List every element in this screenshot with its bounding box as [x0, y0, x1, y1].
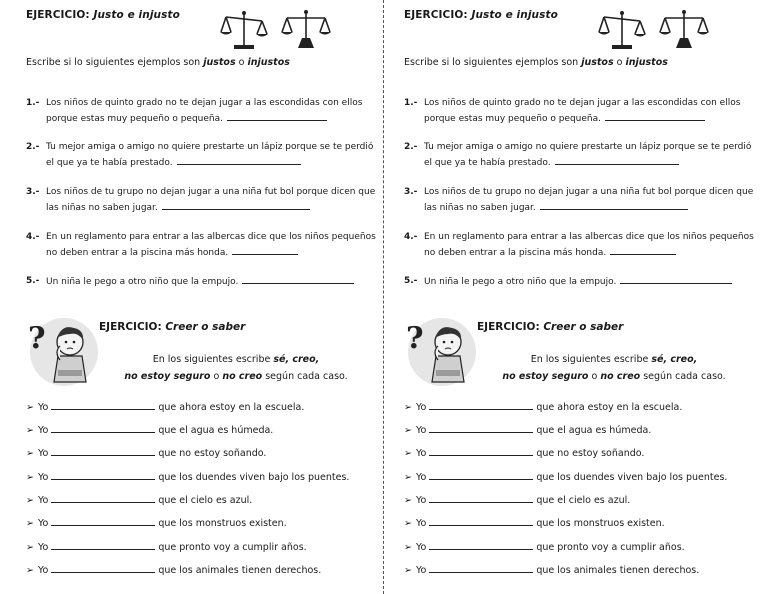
arrow-bullet-icon: ➢ [26, 472, 34, 483]
statement-text: que no estoy soñando. [536, 448, 645, 459]
question-text: Los niños de tu grupo no dejan jugar a una niña fut bol porque dicen que las niñas no saben jugar. [46, 187, 376, 213]
exercise-1-title [26, 9, 180, 21]
statement-subject: Yo [416, 495, 427, 506]
question-number: 3.- [26, 187, 40, 197]
exercise-2-subtitle: Creer o saber [543, 321, 624, 333]
answer-blank[interactable] [51, 563, 155, 573]
statement-row [26, 493, 252, 506]
exercise-1-label: EJERCICIO: [26, 9, 90, 21]
statement-subject: Yo [416, 518, 427, 529]
statement-row [404, 470, 727, 483]
statement-subject: Yo [416, 472, 427, 483]
answer-blank[interactable] [51, 540, 155, 550]
statement-subject: Yo [38, 565, 49, 576]
exercise-1-title [404, 9, 558, 21]
arrow-bullet-icon: ➢ [26, 448, 34, 459]
answer-blank[interactable] [242, 274, 354, 284]
question-number: 1.- [26, 98, 40, 108]
arrow-bullet-icon: ➢ [404, 565, 412, 576]
exercise-1-label: EJERCICIO: [404, 9, 468, 21]
statement-text: que pronto voy a cumplir años. [158, 542, 307, 553]
question-item [404, 230, 754, 261]
statement-subject: Yo [38, 425, 49, 436]
arrow-bullet-icon: ➢ [404, 518, 412, 529]
answer-blank[interactable] [177, 155, 301, 165]
arrow-bullet-icon: ➢ [26, 518, 34, 529]
arrow-bullet-icon: ➢ [404, 542, 412, 553]
statement-subject: Yo [416, 542, 427, 553]
statement-row [404, 400, 682, 413]
statement-subject: Yo [38, 518, 49, 529]
question-item [26, 230, 376, 261]
exercise-2-instructions: En los siguientes escribe sé, creo, no estoy seguro o no creo según cada caso. [502, 354, 726, 382]
statement-row [26, 400, 304, 413]
answer-blank[interactable] [51, 423, 155, 433]
question-text: Los niños de quinto grado no te dejan jugar a las escondidas con ellos porque estas muy pequeño o pequeña. [46, 98, 363, 124]
question-item [404, 140, 754, 171]
statement-row [26, 516, 287, 529]
question-text: Tu mejor amiga o amigo no quiere prestarte un lápiz porque se te perdió el que ya te había prestado. [424, 142, 752, 168]
answer-blank[interactable] [227, 111, 327, 121]
answer-blank[interactable] [51, 470, 155, 480]
answer-blank[interactable] [429, 540, 533, 550]
question-number: 2.- [26, 142, 40, 152]
statement-subject: Yo [416, 565, 427, 576]
question-item [404, 185, 754, 216]
question-text: Un niña le pego a otro niño que la empujo. [46, 277, 239, 287]
statement-text: que los monstruos existen. [536, 518, 665, 529]
balance-scales-icon [220, 8, 332, 54]
statement-row [26, 563, 321, 576]
question-item [26, 274, 376, 290]
answer-blank[interactable] [51, 516, 155, 526]
answer-blank[interactable] [429, 493, 533, 503]
question-number: 1.- [404, 98, 418, 108]
answer-blank[interactable] [232, 245, 298, 255]
question-item [26, 140, 376, 171]
thinking-child-icon [402, 312, 476, 388]
statement-subject: Yo [38, 402, 49, 413]
answer-blank[interactable] [605, 111, 705, 121]
statement-subject: Yo [38, 495, 49, 506]
answer-blank[interactable] [540, 200, 688, 210]
statement-row [26, 470, 349, 483]
worksheet-half-left [26, 0, 396, 594]
statement-text: que ahora estoy en la escuela. [536, 402, 683, 413]
statement-text: que el cielo es azul. [536, 495, 631, 506]
answer-blank[interactable] [429, 563, 533, 573]
statement-row [404, 423, 651, 436]
answer-blank[interactable] [51, 446, 155, 456]
question-text: Tu mejor amiga o amigo no quiere prestarte un lápiz porque se te perdió el que ya te había prestado. [46, 142, 374, 168]
question-item [404, 96, 754, 127]
statement-row [26, 423, 273, 436]
answer-blank[interactable] [429, 446, 533, 456]
arrow-bullet-icon: ➢ [404, 402, 412, 413]
statement-row [404, 563, 699, 576]
arrow-bullet-icon: ➢ [404, 495, 412, 506]
statement-row [404, 493, 630, 506]
question-item [26, 185, 376, 216]
statement-text: que los animales tienen derechos. [536, 565, 700, 576]
question-number: 4.- [26, 232, 40, 242]
question-number: 4.- [404, 232, 418, 242]
statement-row [404, 446, 644, 459]
exercise-1-instructions: Escribe si lo siguientes ejemplos son justos o injustos [404, 57, 668, 68]
exercise-2-subtitle: Creer o saber [165, 321, 246, 333]
question-text: Un niña le pego a otro niño que la empujo. [424, 277, 617, 287]
statement-subject: Yo [38, 542, 49, 553]
answer-blank[interactable] [610, 245, 676, 255]
statement-text: que pronto voy a cumplir años. [536, 542, 685, 553]
answer-blank[interactable] [51, 400, 155, 410]
arrow-bullet-icon: ➢ [26, 542, 34, 553]
exercise-2-label: EJERCICIO: [477, 321, 540, 333]
statement-subject: Yo [416, 425, 427, 436]
answer-blank[interactable] [555, 155, 679, 165]
statement-text: que el agua es húmeda. [536, 425, 652, 436]
statement-text: que los animales tienen derechos. [158, 565, 322, 576]
question-text: Los niños de quinto grado no te dejan jugar a las escondidas con ellos porque estas muy pequeño o pequeña. [424, 98, 741, 124]
arrow-bullet-icon: ➢ [26, 495, 34, 506]
svg-text:?: ? [28, 321, 46, 356]
answer-blank[interactable] [429, 470, 533, 480]
exercise-1-subtitle: Justo e injusto [471, 9, 558, 21]
arrow-bullet-icon: ➢ [404, 472, 412, 483]
statement-text: que no estoy soñando. [158, 448, 267, 459]
svg-text:?: ? [406, 321, 424, 356]
question-item [404, 274, 754, 290]
question-text: En un reglamento para entrar a las albercas dice que los niños pequeños no deben entrar a la piscina más honda. [424, 232, 754, 258]
statement-text: que los monstruos existen. [158, 518, 287, 529]
question-text: Los niños de tu grupo no dejan jugar a una niña fut bol porque dicen que las niñas no saben jugar. [424, 187, 754, 213]
answer-blank[interactable] [429, 516, 533, 526]
answer-blank[interactable] [429, 423, 533, 433]
question-text: En un reglamento para entrar a las albercas dice que los niños pequeños no deben entrar a la piscina más honda. [46, 232, 376, 258]
question-number: 5.- [404, 276, 418, 286]
statement-row [404, 516, 665, 529]
question-item [26, 96, 376, 127]
exercise-2-label: EJERCICIO: [99, 321, 162, 333]
question-number: 5.- [26, 276, 40, 286]
statement-subject: Yo [416, 402, 427, 413]
statement-subject: Yo [416, 448, 427, 459]
statement-subject: Yo [38, 472, 49, 483]
statement-text: que el agua es húmeda. [158, 425, 274, 436]
arrow-bullet-icon: ➢ [26, 565, 34, 576]
exercise-2-title [477, 321, 623, 333]
question-number: 3.- [404, 187, 418, 197]
statement-row [404, 540, 685, 553]
arrow-bullet-icon: ➢ [26, 425, 34, 436]
statement-subject: Yo [38, 448, 49, 459]
thinking-child-icon [24, 312, 98, 388]
arrow-bullet-icon: ➢ [404, 425, 412, 436]
answer-blank[interactable] [51, 493, 155, 503]
statement-text: que los duendes viven bajo los puentes. [158, 472, 350, 483]
balance-scales-icon [598, 8, 710, 54]
statement-text: que ahora estoy en la escuela. [158, 402, 305, 413]
arrow-bullet-icon: ➢ [404, 448, 412, 459]
arrow-bullet-icon: ➢ [26, 402, 34, 413]
exercise-1-subtitle: Justo e injusto [93, 9, 180, 21]
answer-blank[interactable] [162, 200, 310, 210]
question-number: 2.- [404, 142, 418, 152]
statement-text: que los duendes viven bajo los puentes. [536, 472, 728, 483]
exercise-2-instructions: En los siguientes escribe sé, creo, no estoy seguro o no creo según cada caso. [124, 354, 348, 382]
statement-row [26, 446, 266, 459]
exercise-2-title [99, 321, 245, 333]
worksheet-half-right [404, 0, 768, 594]
answer-blank[interactable] [429, 400, 533, 410]
exercise-1-instructions: Escribe si lo siguientes ejemplos son justos o injustos [26, 57, 290, 68]
statement-row [26, 540, 307, 553]
answer-blank[interactable] [620, 274, 732, 284]
statement-text: que el cielo es azul. [158, 495, 253, 506]
